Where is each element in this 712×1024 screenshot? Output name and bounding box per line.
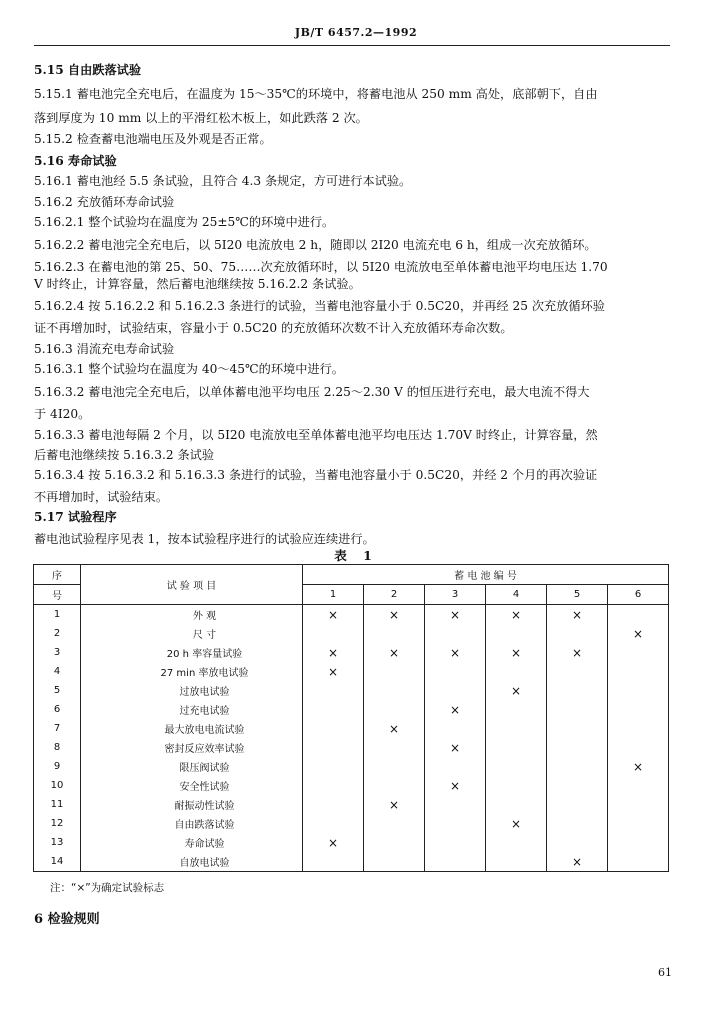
empty-cell — [486, 776, 547, 795]
empty-cell — [425, 662, 486, 681]
empty-cell — [364, 757, 425, 776]
clause-line: 5.16.3.3 蓄电池每隔 2 个月，以 5I20 电流放电至单体蓄电池平均电压达 1.70V 时终止，计算容量，然 — [34, 428, 598, 442]
test-mark: × — [608, 624, 669, 643]
row-test-item: 寿命试验 — [81, 833, 303, 852]
empty-cell — [547, 681, 608, 700]
clause-line: 落到厚度为 10 mm 以上的平滑红松木板上，如此跌落 2 次。 — [34, 111, 368, 125]
clause-line: V 时终止，计算容量，然后蓄电池继续按 5.16.2.2 条试验。 — [34, 277, 361, 291]
empty-cell — [486, 738, 547, 757]
test-mark: × — [486, 643, 547, 662]
row-seq: 14 — [34, 852, 81, 872]
empty-cell — [425, 795, 486, 814]
empty-cell — [303, 757, 364, 776]
clause-line: 后蓄电池继续按 5.16.3.2 条试验 — [34, 448, 215, 462]
empty-cell — [547, 662, 608, 681]
empty-cell — [425, 681, 486, 700]
row-test-item: 限压阀试验 — [81, 757, 303, 776]
empty-cell — [547, 757, 608, 776]
row-test-item: 安全性试验 — [81, 776, 303, 795]
clause-line: 5.16 寿命试验 — [34, 154, 117, 168]
clause-line: 5.15 自由跌落试验 — [34, 63, 142, 77]
empty-cell — [608, 833, 669, 852]
empty-cell — [608, 814, 669, 833]
table-row — [34, 643, 669, 662]
row-seq: 1 — [34, 605, 81, 625]
table-row — [34, 852, 669, 872]
empty-cell — [364, 833, 425, 852]
empty-cell — [547, 719, 608, 738]
empty-cell — [486, 719, 547, 738]
empty-cell — [608, 852, 669, 872]
row-seq: 7 — [34, 719, 81, 738]
test-mark: × — [364, 719, 425, 738]
row-test-item: 过充电试验 — [81, 700, 303, 719]
row-seq: 9 — [34, 757, 81, 776]
clause-line: 5.16.2.2 蓄电池完全充电后，以 5I20 电流放电 2 h，随即以 2I20 电流充电 6 h，组成一次充放循环。 — [34, 238, 597, 252]
test-mark: × — [425, 700, 486, 719]
empty-cell — [364, 814, 425, 833]
clause-line: 5.16.1 蓄电池经 5.5 条试验，且符合 4.3 条规定，方可进行本试验。 — [34, 174, 412, 188]
empty-cell — [425, 852, 486, 872]
test-mark: × — [364, 605, 425, 625]
row-test-item: 密封反应效率试验 — [81, 738, 303, 757]
empty-cell — [303, 681, 364, 700]
table-title: 表 1 — [334, 548, 378, 563]
row-seq: 6 — [34, 700, 81, 719]
clause-line: 5.16.3.4 按 5.16.3.2 和 5.16.3.3 条进行的试验，当蓄电池容量小于 0.5C20，并经 2 个月的再次验证 — [34, 468, 598, 482]
empty-cell — [364, 662, 425, 681]
seq-header-bottom: 号 — [34, 585, 81, 605]
empty-cell — [364, 700, 425, 719]
row-seq: 12 — [34, 814, 81, 833]
test-mark: × — [303, 643, 364, 662]
row-test-item: 27 min 率放电试验 — [81, 662, 303, 681]
clause-line: 蓄电池试验程序见表 1，按本试验程序进行的试验应连续进行。 — [34, 532, 375, 546]
clause-line: 5.16.3.2 蓄电池完全充电后，以单体蓄电池平均电压 2.25～2.30 V 的恒压进行充电，最大电流不得大 — [34, 385, 590, 399]
empty-cell — [364, 624, 425, 643]
empty-cell — [486, 662, 547, 681]
empty-cell — [303, 719, 364, 738]
empty-cell — [425, 757, 486, 776]
table-row — [34, 738, 669, 757]
table-row — [34, 757, 669, 776]
test-mark: × — [486, 814, 547, 833]
standard-header: JB/T 6457.2—1992 — [294, 26, 418, 39]
clause-line: 5.16.2 充放循环寿命试验 — [34, 195, 175, 209]
table-row — [34, 795, 669, 814]
test-mark: × — [486, 681, 547, 700]
test-mark: × — [364, 643, 425, 662]
battery-number-header: 4 — [486, 585, 547, 605]
empty-cell — [364, 738, 425, 757]
row-seq: 5 — [34, 681, 81, 700]
empty-cell — [547, 700, 608, 719]
row-test-item: 耐振动性试验 — [81, 795, 303, 814]
empty-cell — [303, 700, 364, 719]
row-test-item: 外 观 — [81, 605, 303, 625]
empty-cell — [303, 852, 364, 872]
empty-cell — [425, 833, 486, 852]
row-seq: 8 — [34, 738, 81, 757]
empty-cell — [608, 700, 669, 719]
test-mark: × — [303, 662, 364, 681]
battery-number-header: 1 — [303, 585, 364, 605]
battery-group-header: 蓄 电 池 编 号 — [303, 565, 669, 585]
test-mark: × — [303, 605, 364, 625]
empty-cell — [486, 852, 547, 872]
empty-cell — [608, 738, 669, 757]
test-mark: × — [364, 795, 425, 814]
clause-line: 5.16.2.1 整个试验均在温度为 25±5℃的环境中进行。 — [34, 215, 335, 229]
table-row — [34, 833, 669, 852]
empty-cell — [364, 852, 425, 872]
header-rule — [34, 45, 670, 46]
table-row — [34, 681, 669, 700]
battery-number-header: 2 — [364, 585, 425, 605]
section-6-heading: 6 检验规则 — [34, 912, 100, 927]
seq-header-top: 序 — [34, 565, 81, 585]
row-test-item: 自放电试验 — [81, 852, 303, 872]
empty-cell — [486, 757, 547, 776]
empty-cell — [608, 681, 669, 700]
clause-line: 证不再增加时，试验结束，容量小于 0.5C20 的充放循环次数不计入充放循环寿命次数。 — [34, 321, 513, 335]
row-test-item: 自由跌落试验 — [81, 814, 303, 833]
empty-cell — [608, 643, 669, 662]
empty-cell — [486, 700, 547, 719]
table-row — [34, 662, 669, 681]
empty-cell — [486, 624, 547, 643]
test-mark: × — [486, 605, 547, 625]
clause-line: 5.15.2 检查蓄电池端电压及外观是否正常。 — [34, 132, 272, 146]
row-test-item: 最大放电电流试验 — [81, 719, 303, 738]
empty-cell — [608, 719, 669, 738]
test-mark: × — [425, 605, 486, 625]
row-test-item: 20 h 率容量试验 — [81, 643, 303, 662]
test-procedure-table — [33, 564, 669, 872]
battery-number-header: 5 — [547, 585, 608, 605]
battery-number-header: 6 — [608, 585, 669, 605]
empty-cell — [608, 662, 669, 681]
clause-line: 5.16.3.1 整个试验均在温度为 40～45℃的环境中进行。 — [34, 362, 344, 376]
empty-cell — [608, 795, 669, 814]
empty-cell — [547, 814, 608, 833]
test-mark: × — [547, 605, 608, 625]
empty-cell — [303, 814, 364, 833]
empty-cell — [547, 833, 608, 852]
empty-cell — [364, 681, 425, 700]
clause-line: 5.16.3 涓流充电寿命试验 — [34, 342, 175, 356]
test-mark: × — [425, 738, 486, 757]
table-row — [34, 719, 669, 738]
test-mark: × — [303, 833, 364, 852]
clause-line: 5.16.2.3 在蓄电池的第 25、50、75……次充放循环时，以 5I20 电流放电至单体蓄电池平均电压达 1.70 — [34, 260, 608, 274]
empty-cell — [547, 738, 608, 757]
table-row — [34, 814, 669, 833]
empty-cell — [303, 776, 364, 795]
row-seq: 3 — [34, 643, 81, 662]
clause-line: 5.15.1 蓄电池完全充电后，在温度为 15～35℃的环境中，将蓄电池从 250 mm 高处，底部朝下，自由 — [34, 87, 598, 101]
empty-cell — [425, 719, 486, 738]
row-test-item: 过放电试验 — [81, 681, 303, 700]
empty-cell — [303, 624, 364, 643]
empty-cell — [364, 776, 425, 795]
empty-cell — [425, 814, 486, 833]
test-mark: × — [547, 852, 608, 872]
clause-line: 5.17 试验程序 — [34, 510, 117, 524]
empty-cell — [486, 833, 547, 852]
empty-cell — [608, 605, 669, 625]
row-seq: 2 — [34, 624, 81, 643]
empty-cell — [547, 795, 608, 814]
test-mark: × — [425, 643, 486, 662]
row-seq: 10 — [34, 776, 81, 795]
test-mark: × — [608, 757, 669, 776]
table-row — [34, 605, 669, 625]
table-row — [34, 776, 669, 795]
clause-line: 于 4I20。 — [34, 407, 91, 421]
test-mark: × — [425, 776, 486, 795]
empty-cell — [425, 624, 486, 643]
empty-cell — [547, 776, 608, 795]
table-row — [34, 700, 669, 719]
test-mark: × — [547, 643, 608, 662]
battery-number-header: 3 — [425, 585, 486, 605]
row-seq: 13 — [34, 833, 81, 852]
clause-line: 不再增加时，试验结束。 — [34, 490, 169, 504]
clause-line: 5.16.2.4 按 5.16.2.2 和 5.16.2.3 条进行的试验，当蓄电池容量小于 0.5C20，并再经 25 次充放循环验 — [34, 299, 605, 313]
empty-cell — [303, 738, 364, 757]
page-number: 61 — [658, 966, 672, 979]
empty-cell — [608, 776, 669, 795]
empty-cell — [303, 795, 364, 814]
row-seq: 11 — [34, 795, 81, 814]
empty-cell — [486, 795, 547, 814]
row-seq: 4 — [34, 662, 81, 681]
table-row — [34, 624, 669, 643]
table-note: 注：“×”为确定试验标志 — [50, 882, 165, 894]
row-test-item: 尺 寸 — [81, 624, 303, 643]
item-header: 试 验 项 目 — [81, 565, 303, 605]
empty-cell — [547, 624, 608, 643]
